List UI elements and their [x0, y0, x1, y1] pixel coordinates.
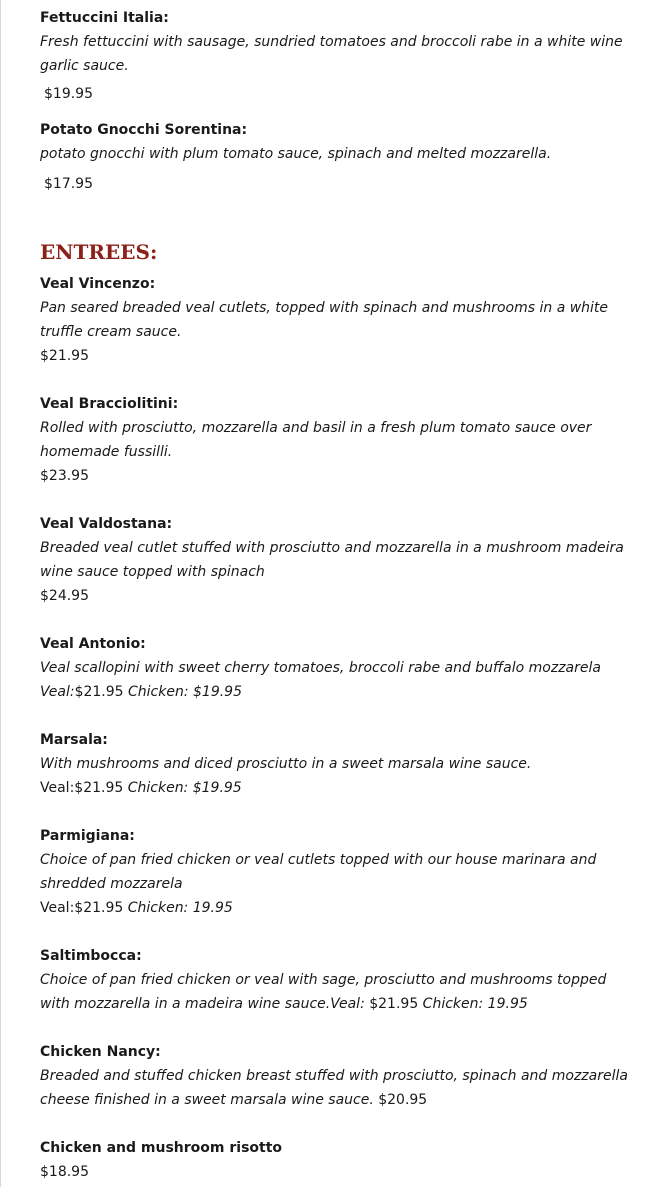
- item-description: potato gnocchi with plum tomato sauce, spinach and melted mozzarella.: [40, 146, 552, 162]
- item-name: Chicken and mushroom risotto: [40, 1140, 283, 1156]
- price-chicken: Chicken: 19.95: [123, 900, 233, 916]
- item-price: [40, 680, 630, 704]
- menu-item: [40, 1040, 630, 1112]
- item-description: Rolled with prosciutto, mozzarella and basil in a fresh plum tomato sauce over homemade fussilli.: [40, 420, 592, 460]
- item-description: Veal scallopini with sweet cherry tomatoes, broccoli rabe and buffalo mozzarela: [40, 660, 601, 676]
- item-description: [40, 1064, 630, 1112]
- item-price: $23.95: [40, 468, 89, 484]
- price-veal: $21.95: [364, 996, 419, 1012]
- menu-item: [40, 944, 630, 1016]
- item-description-text: Breaded and stuffed chicken breast stuffed with prosciutto, spinach and mozzarella cheese finished in a sweet marsala wine sauce.: [40, 1068, 628, 1108]
- item-description: With mushrooms and diced prosciutto in a sweet marsala wine sauce.: [40, 756, 532, 772]
- menu-item: [40, 118, 630, 196]
- item-name: Veal Vincenzo:: [40, 276, 156, 292]
- price-veal: $21.95: [74, 684, 124, 700]
- item-description: Fresh fettuccini with sausage, sundried tomatoes and broccoli rabe in a white wine garlic sauce.: [40, 34, 623, 74]
- item-price: [40, 776, 630, 800]
- item-description: Pan seared breaded veal cutlets, topped with spinach and mushrooms in a white truffle cream sauce.: [40, 300, 609, 340]
- price-veal-label: Veal:: [40, 684, 75, 700]
- menu-item: [40, 632, 630, 704]
- item-name: Veal Bracciolitini:: [40, 396, 179, 412]
- menu-item: [40, 728, 630, 800]
- item-description: Breaded veal cutlet stuffed with prosciutto and mozzarella in a mushroom madeira wine sauce topped with spinach: [40, 540, 624, 580]
- item-name: Fettuccini Italia:: [40, 10, 169, 26]
- price-veal-label: Veal:: [330, 996, 365, 1012]
- menu-item: [40, 824, 630, 920]
- item-price: $24.95: [40, 588, 89, 604]
- item-price: $18.95: [40, 1164, 89, 1180]
- item-price: $21.95: [40, 348, 89, 364]
- item-name: Veal Antonio:: [40, 636, 146, 652]
- item-price: $19.95: [44, 86, 93, 102]
- item-name: Marsala:: [40, 732, 108, 748]
- price-chicken: Chicken: $19.95: [123, 780, 242, 796]
- item-price: [40, 896, 630, 920]
- item-name: Saltimbocca:: [40, 948, 142, 964]
- item-name: Veal Valdostana:: [40, 516, 173, 532]
- item-name: Parmigiana:: [40, 828, 135, 844]
- price-chicken: Chicken: 19.95: [418, 996, 528, 1012]
- item-price: $17.95: [44, 176, 93, 192]
- item-name: Potato Gnocchi Sorentina:: [40, 122, 248, 138]
- item-description: Choice of pan fried chicken or veal cutlets topped with our house marinara and shredded mozzarela: [40, 852, 597, 892]
- item-price: $20.95: [373, 1092, 428, 1108]
- item-name: Chicken Nancy:: [40, 1044, 161, 1060]
- page-left-border: [0, 0, 1, 1187]
- price-veal: Veal:$21.95: [40, 780, 124, 796]
- price-veal: Veal:$21.95: [40, 900, 124, 916]
- section-title-entrees: ENTREES:: [40, 240, 158, 264]
- menu-item: [40, 272, 630, 368]
- menu-item: [40, 6, 630, 106]
- menu-item: [40, 1136, 630, 1184]
- item-description: [40, 968, 630, 1016]
- price-chicken: Chicken: $19.95: [123, 684, 242, 700]
- item-description-text: Choice of pan fried chicken or veal with sage, prosciutto and mushrooms topped with mozzarella in a madeira wine sauce.: [40, 972, 607, 1012]
- menu-item: [40, 512, 630, 608]
- menu-item: [40, 392, 630, 488]
